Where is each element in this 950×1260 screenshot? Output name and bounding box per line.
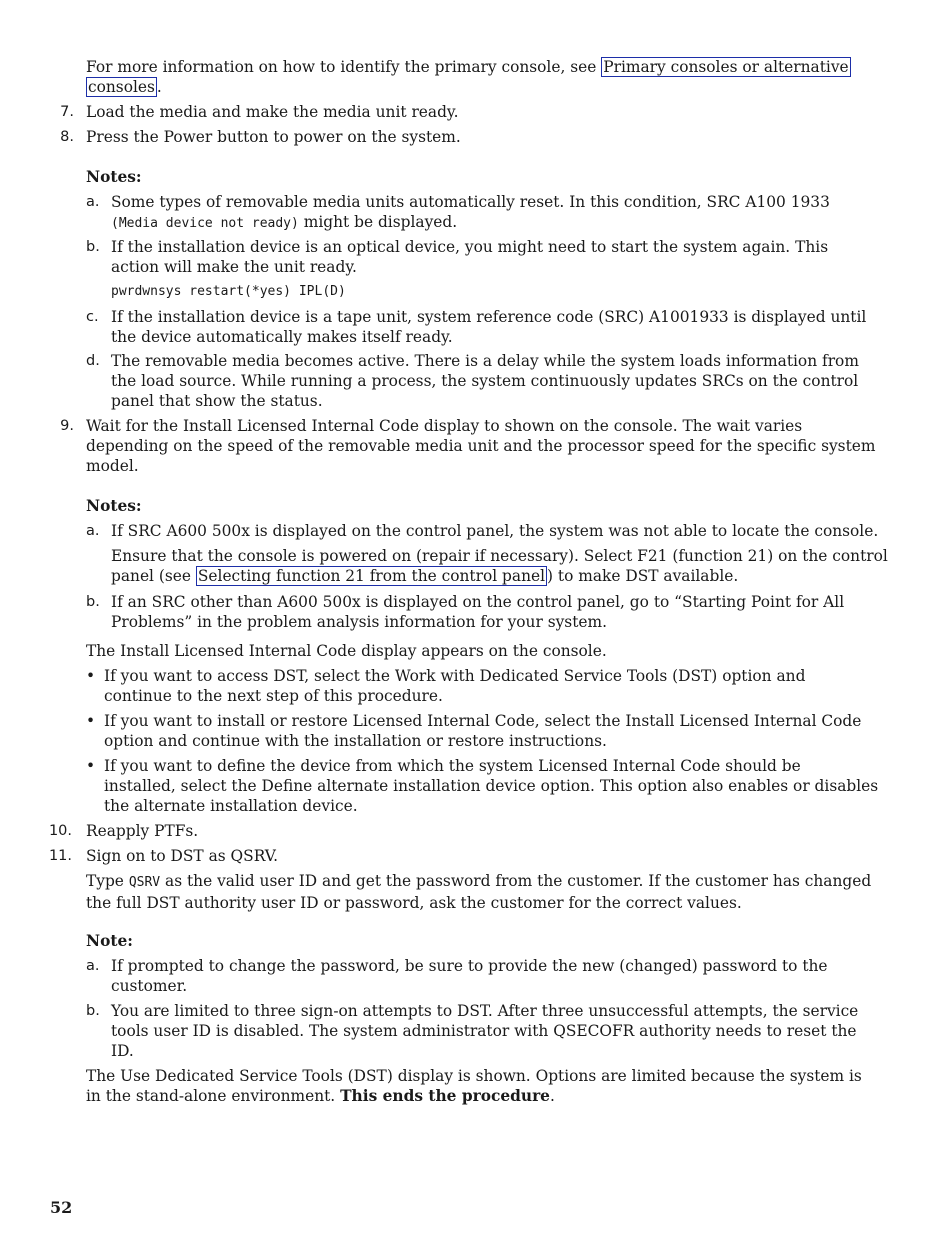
note3-a-letter: a. xyxy=(86,958,100,974)
media-device-not-ready-code: (Media device not ready) xyxy=(111,216,299,231)
note2-a-letter: a. xyxy=(86,523,100,539)
note1-d-text: The removable media becomes active. There is a delay while the system loads information from the load source. While running a process, the system continuously updates SRCs on the control panel that show the status. xyxy=(111,352,859,410)
note1-c-letter: c. xyxy=(86,309,99,325)
step-9-text: Wait for the Install Licensed Internal Code display to shown on the console. The wait varies depending on the speed of the removable media unit and the processor speed for the specific system model. xyxy=(86,417,876,475)
bullet-2-glyph: • xyxy=(86,712,96,730)
step-8-number: 8. xyxy=(60,129,74,145)
step-11-type-paragraph: Type QSRV as the valid user ID and get the password from the customer. If the customer has changed the full DST authority user ID or password, ask the customer for the correct values. xyxy=(86,872,872,912)
note2-a-continued: Ensure that the console is powered on (repair if necessary). Select F21 (function 21) on the control panel (see Selecting function 21 from the control panel ) to make DST available. xyxy=(111,547,888,585)
note1-b-letter: b. xyxy=(86,239,100,255)
primary-consoles-link-continued[interactable]: consoles xyxy=(88,78,155,96)
step-7-number: 7. xyxy=(60,104,74,120)
install-lic-display-text: The Install Licensed Internal Code display appears on the console. xyxy=(86,642,607,660)
note1-a-letter: a. xyxy=(86,194,100,210)
note3-b-letter: b. xyxy=(86,1003,100,1019)
step-9-number: 9. xyxy=(60,418,74,434)
notes-heading-2: Notes: xyxy=(86,497,142,515)
note1-c-text: If the installation device is a tape unit, system reference code (SRC) A1001933 is displayed until the device automatically makes itself ready. xyxy=(111,308,867,346)
note1-b-text: If the installation device is an optical device, you might need to start the system again. This action will make the unit ready. xyxy=(111,238,829,276)
ends-procedure-bold: This ends the procedure xyxy=(340,1087,550,1105)
bullet-2-text: If you want to install or restore Licensed Internal Code, select the Install Licensed Internal Code option and continue with the installation or restore instructions. xyxy=(104,712,862,750)
ending-paragraph: The Use Dedicated Service Tools (DST) display is shown. Options are limited because the system is in the stand-alone environment. This ends the procedure. xyxy=(86,1067,862,1105)
step-11-number: 11. xyxy=(48,848,72,864)
note2-a-line1: If SRC A600 500x is displayed on the control panel, the system was not able to locate the console. xyxy=(111,522,879,540)
qsrv-code: QSRV xyxy=(128,875,161,890)
step-10-text: Reapply PTFs. xyxy=(86,822,199,840)
bullet-3-text: If you want to define the device from which the system Licensed Internal Code should be installed, select the Define alternate installation device option. This option also enables or disables the alternate installation device. xyxy=(104,757,879,815)
bullet-1-text: If you want to access DST, select the Work with Dedicated Service Tools (DST) option and continue to the next step of this procedure. xyxy=(104,667,806,705)
note-heading-3: Note: xyxy=(86,932,133,950)
note3-a-text: If prompted to change the password, be sure to provide the new (changed) password to the customer. xyxy=(111,957,828,995)
selecting-function-21-link[interactable]: Selecting function 21 from the control panel xyxy=(197,567,546,585)
step-8-text: Press the Power button to power on the system. xyxy=(86,128,461,146)
bullet-3-glyph: • xyxy=(86,757,96,775)
note3-b-text: You are limited to three sign-on attempts to DST. After three unsuccessful attempts, the service tools user ID is disabled. The system administrator with QSECOFR authority needs to reset the ID. xyxy=(111,1002,859,1060)
notes-heading-1: Notes: xyxy=(86,168,142,186)
step-10-number: 10. xyxy=(48,823,72,839)
intro-paragraph: For more information on how to identify the primary console, see Primary consoles or alternative consoles . xyxy=(86,58,849,96)
step-7-text: Load the media and make the media unit ready. xyxy=(86,103,459,121)
pwrdwnsys-command: pwrdwnsys restart(*yes) IPL(D) xyxy=(111,284,346,299)
primary-consoles-link[interactable]: Primary consoles or alternative xyxy=(603,58,849,76)
note2-b-letter: b. xyxy=(86,594,100,610)
step-11-text: Sign on to DST as QSRV. xyxy=(86,847,279,865)
note1-d-letter: d. xyxy=(86,353,100,369)
note2-b-text: If an SRC other than A600 500x is displayed on the control panel, go to “Starting Point for All Problems” in the problem analysis information for your system. xyxy=(111,593,845,631)
bullet-1-glyph: • xyxy=(86,667,96,685)
note1-a-text: Some types of removable media units automatically reset. In this condition, SRC A100 1933 (Media device not ready) might be displayed. xyxy=(111,193,830,231)
page-number: 52 xyxy=(50,1198,73,1217)
